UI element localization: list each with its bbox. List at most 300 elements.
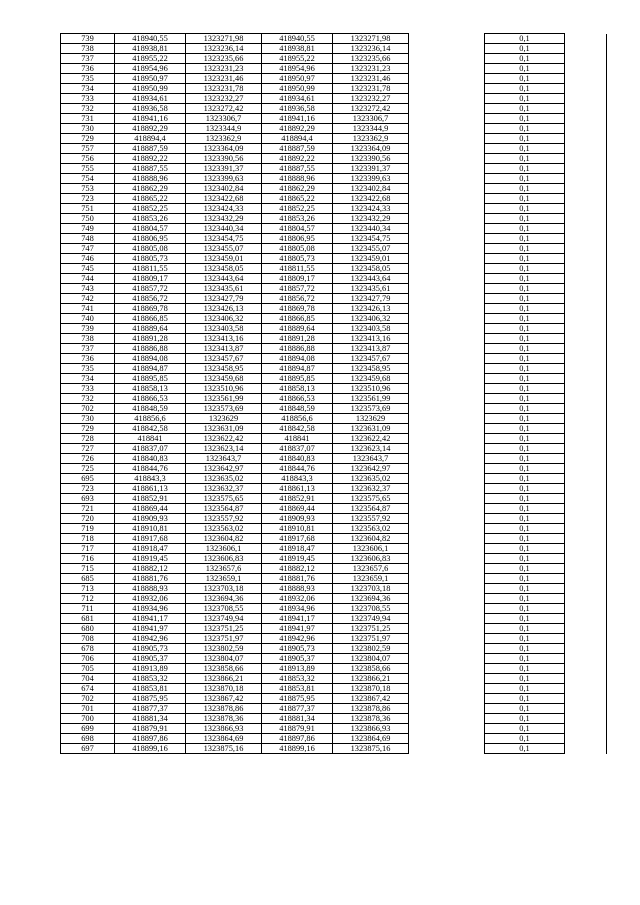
y-old-cell: 1323751,97 <box>186 634 262 644</box>
x-new-cell: 418895,85 <box>262 374 333 384</box>
accuracy-cell: 0,1 <box>485 64 565 74</box>
trailing-cell <box>565 654 607 664</box>
point-number-cell: 733 <box>61 94 115 104</box>
table-row <box>61 114 607 124</box>
trailing-cell <box>565 244 607 254</box>
accuracy-cell: 0,1 <box>485 474 565 484</box>
y-old-cell: 1323510,96 <box>186 384 262 394</box>
accuracy-cell: 0,1 <box>485 444 565 454</box>
spacer-cell <box>409 104 485 114</box>
spacer-cell <box>409 554 485 564</box>
accuracy-cell: 0,1 <box>485 244 565 254</box>
x-new-cell: 418913,89 <box>262 664 333 674</box>
accuracy-cell: 0,1 <box>485 294 565 304</box>
table-row <box>61 544 607 554</box>
y-old-cell: 1323413,87 <box>186 344 262 354</box>
table-row <box>61 514 607 524</box>
table-row <box>61 584 607 594</box>
y-old-cell: 1323231,46 <box>186 74 262 84</box>
y-new-cell: 1323440,34 <box>333 224 409 234</box>
point-number-cell: 754 <box>61 174 115 184</box>
x-old-cell: 418866,85 <box>115 314 186 324</box>
point-number-cell: 734 <box>61 374 115 384</box>
table-row <box>61 434 607 444</box>
y-new-cell: 1323364,09 <box>333 144 409 154</box>
spacer-cell <box>409 284 485 294</box>
point-number-cell: 732 <box>61 104 115 114</box>
table-row <box>61 464 607 474</box>
point-number-cell: 748 <box>61 234 115 244</box>
y-old-cell: 1323232,27 <box>186 94 262 104</box>
x-old-cell: 418932,06 <box>115 594 186 604</box>
spacer-cell <box>409 454 485 464</box>
point-number-cell: 736 <box>61 354 115 364</box>
table-row <box>61 444 607 454</box>
point-number-cell: 735 <box>61 74 115 84</box>
spacer-cell <box>409 474 485 484</box>
point-number-cell: 757 <box>61 144 115 154</box>
y-old-cell: 1323364,09 <box>186 144 262 154</box>
x-new-cell: 418954,96 <box>262 64 333 74</box>
y-old-cell: 1323457,67 <box>186 354 262 364</box>
x-old-cell: 418853,32 <box>115 674 186 684</box>
y-old-cell: 1323406,32 <box>186 314 262 324</box>
spacer-cell <box>409 214 485 224</box>
y-new-cell: 1323606,1 <box>333 544 409 554</box>
spacer-cell <box>409 524 485 534</box>
x-new-cell: 418879,91 <box>262 724 333 734</box>
x-new-cell: 418888,93 <box>262 584 333 594</box>
table-row <box>61 274 607 284</box>
spacer-cell <box>409 144 485 154</box>
y-new-cell: 1323271,98 <box>333 34 409 44</box>
x-new-cell: 418881,76 <box>262 574 333 584</box>
trailing-cell <box>565 364 607 374</box>
x-new-cell: 418886,88 <box>262 344 333 354</box>
coordinates-table <box>60 33 607 754</box>
x-new-cell: 418856,72 <box>262 294 333 304</box>
y-new-cell: 1323432,29 <box>333 214 409 224</box>
x-old-cell: 418862,29 <box>115 184 186 194</box>
point-number-cell: 733 <box>61 384 115 394</box>
x-old-cell: 418941,97 <box>115 624 186 634</box>
table-row <box>61 594 607 604</box>
spacer-cell <box>409 384 485 394</box>
x-old-cell: 418806,95 <box>115 234 186 244</box>
x-old-cell: 418934,96 <box>115 604 186 614</box>
point-number-cell: 712 <box>61 594 115 604</box>
y-old-cell: 1323272,42 <box>186 104 262 114</box>
accuracy-cell: 0,1 <box>485 264 565 274</box>
spacer-cell <box>409 324 485 334</box>
y-old-cell: 1323875,16 <box>186 744 262 754</box>
trailing-cell <box>565 684 607 694</box>
y-old-cell: 1323402,84 <box>186 184 262 194</box>
trailing-cell <box>565 444 607 454</box>
accuracy-cell: 0,1 <box>485 714 565 724</box>
x-old-cell: 418940,55 <box>115 34 186 44</box>
x-new-cell: 418866,85 <box>262 314 333 324</box>
y-new-cell: 1323643,7 <box>333 454 409 464</box>
accuracy-cell: 0,1 <box>485 424 565 434</box>
trailing-cell <box>565 154 607 164</box>
x-old-cell: 418942,96 <box>115 634 186 644</box>
point-number-cell: 674 <box>61 684 115 694</box>
y-old-cell: 1323403,58 <box>186 324 262 334</box>
y-new-cell: 1323510,96 <box>333 384 409 394</box>
y-new-cell: 1323235,66 <box>333 54 409 64</box>
y-old-cell: 1323454,75 <box>186 234 262 244</box>
x-new-cell: 418837,07 <box>262 444 333 454</box>
point-number-cell: 751 <box>61 204 115 214</box>
point-number-cell: 734 <box>61 84 115 94</box>
spacer-cell <box>409 364 485 374</box>
x-new-cell: 418804,57 <box>262 224 333 234</box>
table-row <box>61 134 607 144</box>
trailing-cell <box>565 334 607 344</box>
y-new-cell: 1323604,82 <box>333 534 409 544</box>
accuracy-cell: 0,1 <box>485 724 565 734</box>
x-old-cell: 418840,83 <box>115 454 186 464</box>
table-row <box>61 334 607 344</box>
y-old-cell: 1323629 <box>186 414 262 424</box>
x-new-cell: 418841 <box>262 434 333 444</box>
y-new-cell: 1323306,7 <box>333 114 409 124</box>
y-old-cell: 1323231,23 <box>186 64 262 74</box>
spacer-cell <box>409 494 485 504</box>
y-new-cell: 1323426,13 <box>333 304 409 314</box>
y-old-cell: 1323459,68 <box>186 374 262 384</box>
accuracy-cell: 0,1 <box>485 624 565 634</box>
trailing-cell <box>565 404 607 414</box>
spacer-cell <box>409 164 485 174</box>
x-old-cell: 418805,73 <box>115 254 186 264</box>
x-old-cell: 418843,3 <box>115 474 186 484</box>
accuracy-cell: 0,1 <box>485 674 565 684</box>
accuracy-cell: 0,1 <box>485 174 565 184</box>
y-old-cell: 1323622,42 <box>186 434 262 444</box>
x-new-cell: 418853,26 <box>262 214 333 224</box>
y-new-cell: 1323231,78 <box>333 84 409 94</box>
accuracy-cell: 0,1 <box>485 704 565 714</box>
y-old-cell: 1323271,98 <box>186 34 262 44</box>
x-new-cell: 418852,91 <box>262 494 333 504</box>
point-number-cell: 736 <box>61 64 115 74</box>
trailing-cell <box>565 704 607 714</box>
spacer-cell <box>409 84 485 94</box>
spacer-cell <box>409 484 485 494</box>
x-old-cell: 418899,16 <box>115 744 186 754</box>
table-row <box>61 424 607 434</box>
accuracy-cell: 0,1 <box>485 524 565 534</box>
trailing-cell <box>565 304 607 314</box>
accuracy-cell: 0,1 <box>485 254 565 264</box>
point-number-cell: 685 <box>61 574 115 584</box>
point-number-cell: 730 <box>61 124 115 134</box>
trailing-cell <box>565 644 607 654</box>
y-old-cell: 1323236,14 <box>186 44 262 54</box>
x-new-cell: 418806,95 <box>262 234 333 244</box>
y-new-cell: 1323657,6 <box>333 564 409 574</box>
x-new-cell: 418862,29 <box>262 184 333 194</box>
spacer-cell <box>409 224 485 234</box>
trailing-cell <box>565 184 607 194</box>
x-new-cell: 418811,55 <box>262 264 333 274</box>
x-new-cell: 418905,37 <box>262 654 333 664</box>
point-number-cell: 721 <box>61 504 115 514</box>
point-number-cell: 681 <box>61 614 115 624</box>
x-old-cell: 418889,64 <box>115 324 186 334</box>
x-new-cell: 418941,17 <box>262 614 333 624</box>
y-new-cell: 1323390,56 <box>333 154 409 164</box>
accuracy-cell: 0,1 <box>485 644 565 654</box>
y-new-cell: 1323575,65 <box>333 494 409 504</box>
spacer-cell <box>409 424 485 434</box>
trailing-cell <box>565 524 607 534</box>
trailing-cell <box>565 374 607 384</box>
accuracy-cell: 0,1 <box>485 484 565 494</box>
spacer-cell <box>409 374 485 384</box>
trailing-cell <box>565 384 607 394</box>
y-new-cell: 1323867,42 <box>333 694 409 704</box>
x-old-cell: 418811,55 <box>115 264 186 274</box>
point-number-cell: 701 <box>61 704 115 714</box>
x-new-cell: 418857,72 <box>262 284 333 294</box>
x-old-cell: 418892,22 <box>115 154 186 164</box>
table-row <box>61 244 607 254</box>
y-old-cell: 1323631,09 <box>186 424 262 434</box>
accuracy-cell: 0,1 <box>485 44 565 54</box>
trailing-cell <box>565 264 607 274</box>
x-old-cell: 418875,95 <box>115 694 186 704</box>
x-old-cell: 418905,37 <box>115 654 186 664</box>
y-new-cell: 1323413,87 <box>333 344 409 354</box>
x-old-cell: 418913,89 <box>115 664 186 674</box>
table-row <box>61 744 607 754</box>
point-number-cell: 702 <box>61 404 115 414</box>
x-old-cell: 418941,17 <box>115 614 186 624</box>
trailing-cell <box>565 494 607 504</box>
x-new-cell: 418938,81 <box>262 44 333 54</box>
trailing-cell <box>565 214 607 224</box>
x-new-cell: 418887,55 <box>262 164 333 174</box>
spacer-cell <box>409 684 485 694</box>
trailing-cell <box>565 104 607 114</box>
x-old-cell: 418865,22 <box>115 194 186 204</box>
table-row <box>61 234 607 244</box>
spacer-cell <box>409 184 485 194</box>
x-old-cell: 418955,22 <box>115 54 186 64</box>
spacer-cell <box>409 644 485 654</box>
x-old-cell: 418837,07 <box>115 444 186 454</box>
x-old-cell: 418917,68 <box>115 534 186 544</box>
y-old-cell: 1323864,69 <box>186 734 262 744</box>
table-row <box>61 534 607 544</box>
x-new-cell: 418842,58 <box>262 424 333 434</box>
point-number-cell: 693 <box>61 494 115 504</box>
trailing-cell <box>565 694 607 704</box>
point-number-cell: 713 <box>61 584 115 594</box>
trailing-cell <box>565 344 607 354</box>
point-number-cell: 680 <box>61 624 115 634</box>
y-new-cell: 1323344,9 <box>333 124 409 134</box>
y-old-cell: 1323642,97 <box>186 464 262 474</box>
x-new-cell: 418809,17 <box>262 274 333 284</box>
x-old-cell: 418809,17 <box>115 274 186 284</box>
point-number-cell: 700 <box>61 714 115 724</box>
y-old-cell: 1323561,99 <box>186 394 262 404</box>
x-old-cell: 418869,44 <box>115 504 186 514</box>
x-old-cell: 418848,59 <box>115 404 186 414</box>
x-old-cell: 418879,91 <box>115 724 186 734</box>
accuracy-cell: 0,1 <box>485 434 565 444</box>
y-new-cell: 1323802,59 <box>333 644 409 654</box>
table-row <box>61 264 607 274</box>
trailing-cell <box>565 204 607 214</box>
accuracy-cell: 0,1 <box>485 684 565 694</box>
x-new-cell: 418917,68 <box>262 534 333 544</box>
trailing-cell <box>565 84 607 94</box>
point-number-cell: 746 <box>61 254 115 264</box>
table-row <box>61 644 607 654</box>
x-old-cell: 418938,81 <box>115 44 186 54</box>
y-new-cell: 1323422,68 <box>333 194 409 204</box>
trailing-cell <box>565 394 607 404</box>
spacer-cell <box>409 344 485 354</box>
spacer-cell <box>409 94 485 104</box>
point-number-cell: 727 <box>61 444 115 454</box>
point-number-cell: 738 <box>61 334 115 344</box>
spacer-cell <box>409 574 485 584</box>
table-row <box>61 54 607 64</box>
accuracy-cell: 0,1 <box>485 734 565 744</box>
trailing-cell <box>565 484 607 494</box>
trailing-cell <box>565 724 607 734</box>
accuracy-cell: 0,1 <box>485 204 565 214</box>
table-row <box>61 614 607 624</box>
table-row <box>61 44 607 54</box>
x-old-cell: 418866,53 <box>115 394 186 404</box>
table-row <box>61 604 607 614</box>
accuracy-cell: 0,1 <box>485 344 565 354</box>
trailing-cell <box>565 594 607 604</box>
y-new-cell: 1323563,02 <box>333 524 409 534</box>
table-row <box>61 564 607 574</box>
y-old-cell: 1323657,6 <box>186 564 262 574</box>
y-new-cell: 1323557,92 <box>333 514 409 524</box>
x-new-cell: 418891,28 <box>262 334 333 344</box>
point-number-cell: 716 <box>61 554 115 564</box>
y-old-cell: 1323390,56 <box>186 154 262 164</box>
point-number-cell: 738 <box>61 44 115 54</box>
x-old-cell: 418886,88 <box>115 344 186 354</box>
trailing-cell <box>565 34 607 44</box>
spacer-cell <box>409 444 485 454</box>
table-row <box>61 454 607 464</box>
x-old-cell: 418897,86 <box>115 734 186 744</box>
y-old-cell: 1323694,36 <box>186 594 262 604</box>
x-new-cell: 418910,81 <box>262 524 333 534</box>
spacer-cell <box>409 314 485 324</box>
spacer-cell <box>409 254 485 264</box>
table-row <box>61 364 607 374</box>
x-old-cell: 418941,16 <box>115 114 186 124</box>
point-number-cell: 708 <box>61 634 115 644</box>
y-old-cell: 1323867,42 <box>186 694 262 704</box>
spacer-cell <box>409 544 485 554</box>
accuracy-cell: 0,1 <box>485 124 565 134</box>
point-number-cell: 720 <box>61 514 115 524</box>
spacer-cell <box>409 354 485 364</box>
y-old-cell: 1323362,9 <box>186 134 262 144</box>
spacer-cell <box>409 604 485 614</box>
point-number-cell: 737 <box>61 54 115 64</box>
trailing-cell <box>565 474 607 484</box>
accuracy-cell: 0,1 <box>485 164 565 174</box>
x-new-cell: 418909,93 <box>262 514 333 524</box>
point-number-cell: 745 <box>61 264 115 274</box>
coordinates-table-body <box>61 34 607 754</box>
x-new-cell: 418899,16 <box>262 744 333 754</box>
spacer-cell <box>409 534 485 544</box>
trailing-cell <box>565 434 607 444</box>
y-new-cell: 1323606,83 <box>333 554 409 564</box>
y-new-cell: 1323866,21 <box>333 674 409 684</box>
point-number-cell: 699 <box>61 724 115 734</box>
accuracy-cell: 0,1 <box>485 744 565 754</box>
x-old-cell: 418852,91 <box>115 494 186 504</box>
trailing-cell <box>565 464 607 474</box>
table-row <box>61 714 607 724</box>
y-old-cell: 1323427,79 <box>186 294 262 304</box>
trailing-cell <box>565 674 607 684</box>
x-new-cell: 418881,34 <box>262 714 333 724</box>
trailing-cell <box>565 324 607 334</box>
trailing-cell <box>565 554 607 564</box>
y-old-cell: 1323435,61 <box>186 284 262 294</box>
x-old-cell: 418910,81 <box>115 524 186 534</box>
y-old-cell: 1323432,29 <box>186 214 262 224</box>
point-number-cell: 729 <box>61 134 115 144</box>
spacer-cell <box>409 704 485 714</box>
y-new-cell: 1323573,69 <box>333 404 409 414</box>
x-new-cell: 418853,81 <box>262 684 333 694</box>
accuracy-cell: 0,1 <box>485 404 565 414</box>
spacer-cell <box>409 674 485 684</box>
y-old-cell: 1323413,16 <box>186 334 262 344</box>
point-number-cell: 740 <box>61 314 115 324</box>
x-new-cell: 418955,22 <box>262 54 333 64</box>
spacer-cell <box>409 54 485 64</box>
accuracy-cell: 0,1 <box>485 34 565 44</box>
y-old-cell: 1323606,1 <box>186 544 262 554</box>
table-row <box>61 324 607 334</box>
y-new-cell: 1323455,07 <box>333 244 409 254</box>
trailing-cell <box>565 294 607 304</box>
spacer-cell <box>409 194 485 204</box>
x-new-cell: 418805,08 <box>262 244 333 254</box>
table-row <box>61 304 607 314</box>
spacer-cell <box>409 514 485 524</box>
accuracy-cell: 0,1 <box>485 184 565 194</box>
trailing-cell <box>565 514 607 524</box>
table-row <box>61 404 607 414</box>
spacer-cell <box>409 334 485 344</box>
y-old-cell: 1323557,92 <box>186 514 262 524</box>
y-old-cell: 1323749,94 <box>186 614 262 624</box>
trailing-cell <box>565 414 607 424</box>
table-row <box>61 294 607 304</box>
